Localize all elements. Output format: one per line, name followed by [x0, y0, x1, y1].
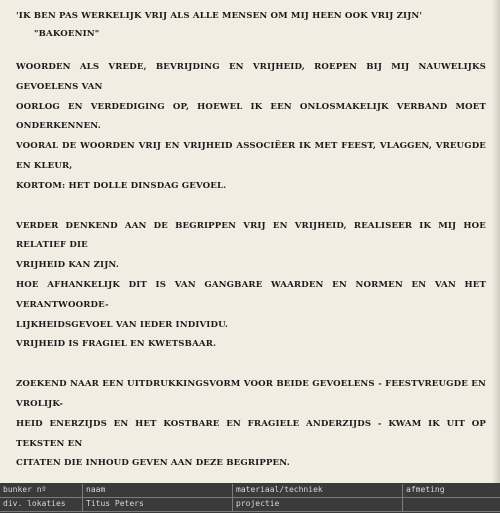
text-line: WOORDEN ALS VREDE, BEVRIJDING EN VRIJHEID, ROEPEN BIJ MIJ NAUWELIJKS GEVOELENS VAN	[16, 62, 486, 92]
paragraph-3	[16, 375, 486, 474]
info-footer	[0, 483, 500, 513]
footer-value-location: div. lokaties	[0, 498, 82, 512]
text-line: HOE AFHANKELIJK DIT IS VAN GANGBARE WAARDEN EN NORMEN EN VAN HET VERANTWOORDE-	[16, 279, 486, 310]
footer-value-size	[402, 498, 500, 512]
footer-value-artist: Titus Peters	[82, 498, 232, 512]
paragraph-1	[16, 58, 486, 197]
footer-label-bunker: bunker nº	[0, 484, 82, 498]
text-line: VERDER DENKEND AAN DE BEGRIPPEN VRIJ EN VRIJHEID, REALISEER IK MIJ HOE RELATIEF DIE	[16, 220, 486, 251]
footer-label-name: naam	[82, 484, 232, 498]
footer-label-material: materiaal/techniek	[232, 484, 402, 498]
text-line: OORLOG EN VERDEDIGING OP, HOEWEL IK EEN ONLOSMAKELIJK VERBAND MOET ONDERKENNEN.	[16, 101, 486, 132]
text-line: VRIJHEID KAN ZIJN.	[16, 260, 120, 271]
text-line: VRIJHEID IS FRAGIEL EN KWETSBAAR.	[16, 339, 217, 350]
paragraph-2	[16, 217, 486, 356]
quote-author: "BAKOENIN"	[34, 29, 100, 39]
document-text	[16, 10, 486, 474]
text-line: LIJKHEIDSGEVOEL VAN IEDER INDIVIDU.	[16, 319, 229, 330]
quote-line: 'IK BEN PAS WERKELIJK VRIJ ALS ALLE MENSEN OM MIJ HEEN OOK VRIJ ZIJN'	[16, 11, 423, 21]
text-line: KORTOM: HET DOLLE DINSDAG GEVOEL.	[16, 180, 227, 191]
footer-value-technique: projectie	[232, 498, 402, 512]
text-line: HEID ENERZIJDS EN HET KOSTBARE EN FRAGIELE ANDERZIJDS - KWAM IK UIT OP TEKSTEN EN	[16, 418, 486, 449]
text-line: CITATEN DIE INHOUD GEVEN AAN DEZE BEGRIPPEN.	[16, 458, 290, 469]
text-line: VOORAL DE WOORDEN VRIJ EN VRIJHEID ASSOCIËER IK MET FEEST, VLAGGEN, VREUGDE EN KLEUR,	[16, 141, 486, 171]
text-line: ZOEKEND NAAR EEN UITDRUKKINGSVORM VOOR BEIDE GEVOELENS - FEESTVREUGDE EN VROLIJK-	[16, 379, 486, 409]
footer-label-size: afmeting	[402, 484, 500, 498]
page-edge-shadow	[492, 0, 500, 483]
